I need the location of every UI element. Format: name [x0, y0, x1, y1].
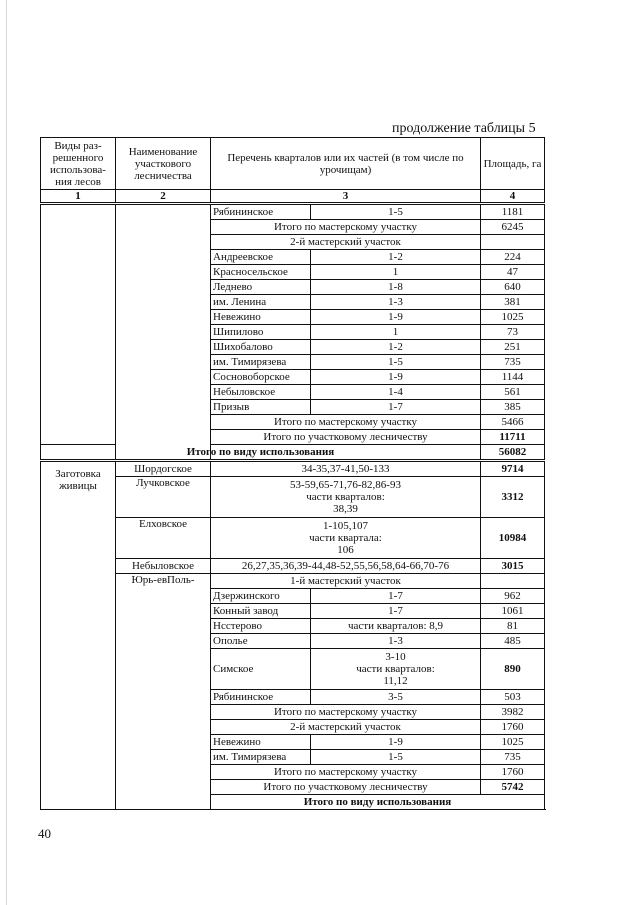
- quarters-line: части кварталов:: [306, 491, 385, 503]
- quarters: 1-5: [311, 355, 481, 370]
- area: 1025: [481, 735, 545, 750]
- area: 9714: [481, 461, 545, 477]
- area: 81: [481, 619, 545, 634]
- forestry-total-label: Итого по участковому лесничеству: [211, 430, 481, 445]
- quarters-line: 1-105,107: [323, 520, 368, 532]
- quarters: 1-7: [311, 589, 481, 604]
- tract-name: Рябининское: [211, 690, 311, 705]
- forestry-total-area: 11711: [481, 430, 545, 445]
- tract-name: Ополье: [211, 634, 311, 649]
- quarters-line: части квартала:: [309, 532, 382, 544]
- forestry-name: Шордогское: [116, 461, 211, 477]
- tract-name: им. Тимирязева: [211, 750, 311, 765]
- subtotal-area: 1760: [481, 765, 545, 780]
- header-forestry: Наименование участкового лесничества: [116, 138, 211, 190]
- quarters: 1-7: [311, 604, 481, 619]
- subtotal-area: 5466: [481, 415, 545, 430]
- area: 503: [481, 690, 545, 705]
- area: 3015: [481, 559, 545, 574]
- area: 1061: [481, 604, 545, 619]
- use-total-area: 56082: [481, 445, 545, 461]
- quarters: 1-5: [311, 750, 481, 765]
- header-quarters: Перечень кварталов или их частей (в том числе по урочищам): [211, 138, 481, 190]
- quarters: части кварталов: 8,9: [311, 619, 481, 634]
- forestry-name: Елховское: [116, 518, 211, 559]
- quarters: 1-9: [311, 735, 481, 750]
- master-section-label: 2-й мастерский участок: [211, 235, 481, 250]
- area: 10984: [481, 518, 545, 559]
- area: 735: [481, 355, 545, 370]
- area: 640: [481, 280, 545, 295]
- quarters: 1-4: [311, 385, 481, 400]
- scan-margin-line: [6, 0, 7, 905]
- quarters: 1: [311, 325, 481, 340]
- area: 1144: [481, 370, 545, 385]
- area: 561: [481, 385, 545, 400]
- subtotal-label: Итого по мастерскому участку: [211, 415, 481, 430]
- quarters-multiline: [311, 649, 481, 690]
- tract-name: Леднево: [211, 280, 311, 295]
- page-number: 40: [38, 826, 51, 841]
- use-type-label: Заготовка живицы: [41, 461, 116, 810]
- tract-name: Рябининское: [211, 204, 311, 220]
- col-number: 1: [41, 190, 116, 204]
- tract-name: Конный завод: [211, 604, 311, 619]
- col-number: 3: [211, 190, 481, 204]
- tract-name: Небыловское: [211, 385, 311, 400]
- tract-name: Нсстерово: [211, 619, 311, 634]
- table-caption: продолжение таблицы 5: [392, 121, 536, 136]
- quarters: 1-5: [311, 204, 481, 220]
- quarters-multiline: [211, 518, 481, 559]
- tract-name: Призыв: [211, 400, 311, 415]
- quarters: 1-8: [311, 280, 481, 295]
- quarters: 1-7: [311, 400, 481, 415]
- master-section-label: 2-й мастерский участок: [211, 720, 481, 735]
- subtotal-label: Итого по мастерскому участку: [211, 705, 481, 720]
- tract-name: им. Тимирязева: [211, 355, 311, 370]
- area: 890: [481, 649, 545, 690]
- forest-use-table: [40, 137, 545, 810]
- area: 385: [481, 400, 545, 415]
- empty-cell: [41, 204, 116, 445]
- quarters-line: 3-10: [385, 651, 406, 663]
- col-number: 2: [116, 190, 211, 204]
- tract-name: Симское: [211, 649, 311, 690]
- empty-cell: [116, 204, 211, 461]
- quarters: 1-9: [311, 310, 481, 325]
- quarters: 1-2: [311, 250, 481, 265]
- quarters: 34-35,37-41,50-133: [211, 461, 481, 477]
- area: 735: [481, 750, 545, 765]
- area: 1760: [481, 720, 545, 735]
- quarters: 1: [311, 265, 481, 280]
- area: 1025: [481, 310, 545, 325]
- header-use-type: Виды раз-решенного использова-ния лесов: [41, 138, 116, 190]
- area: 1181: [481, 204, 545, 220]
- col-number: 4: [481, 190, 545, 204]
- quarters: 3-5: [311, 690, 481, 705]
- empty-cell: [481, 235, 545, 250]
- tract-name: Невежино: [211, 735, 311, 750]
- master-section-label: 1-й мастерский участок: [211, 574, 481, 589]
- use-total-label: Итого по виду использования: [41, 445, 481, 461]
- quarters: 1-9: [311, 370, 481, 385]
- area: 3312: [481, 477, 545, 518]
- tract-name: Шипилово: [211, 325, 311, 340]
- quarters-multiline: [211, 477, 481, 518]
- subtotal-label: Итого по мастерскому участку: [211, 765, 481, 780]
- tract-name: Невежино: [211, 310, 311, 325]
- area: 381: [481, 295, 545, 310]
- area: 47: [481, 265, 545, 280]
- tract-name: Красносельское: [211, 265, 311, 280]
- tract-name: Сосновоборское: [211, 370, 311, 385]
- quarters: 1-2: [311, 340, 481, 355]
- forestry-total-area: 5742: [481, 780, 545, 795]
- quarters-line: 11,12: [383, 675, 408, 687]
- quarters-line: 38,39: [333, 503, 358, 515]
- subtotal-area: 6245: [481, 220, 545, 235]
- use-total-label: Итого по виду использования: [211, 795, 545, 810]
- quarters: 1-3: [311, 295, 481, 310]
- forestry-total-label: Итого по участковому лесничеству: [211, 780, 481, 795]
- tract-name: Шихобалово: [211, 340, 311, 355]
- tract-name: Андреевское: [211, 250, 311, 265]
- quarters-line: части кварталов:: [356, 663, 435, 675]
- forestry-name: Юрь-евПоль-: [116, 574, 211, 810]
- subtotal-area: 3982: [481, 705, 545, 720]
- forestry-name: Небыловское: [116, 559, 211, 574]
- quarters: 1-3: [311, 634, 481, 649]
- area: 485: [481, 634, 545, 649]
- header-area: Площадь, га: [481, 138, 545, 190]
- quarters: 26,27,35,36,39-44,48-52,55,56,58,64-66,70-76: [211, 559, 481, 574]
- area: 73: [481, 325, 545, 340]
- tract-name: Дзержинского: [211, 589, 311, 604]
- forestry-name: Лучковское: [116, 477, 211, 518]
- area: 224: [481, 250, 545, 265]
- area: 962: [481, 589, 545, 604]
- quarters-line: 53-59,65-71,76-82,86-93: [290, 479, 401, 491]
- area: 251: [481, 340, 545, 355]
- empty-cell: [481, 574, 545, 589]
- quarters-line: 106: [337, 544, 354, 556]
- subtotal-label: Итого по мастерскому участку: [211, 220, 481, 235]
- tract-name: им. Ленина: [211, 295, 311, 310]
